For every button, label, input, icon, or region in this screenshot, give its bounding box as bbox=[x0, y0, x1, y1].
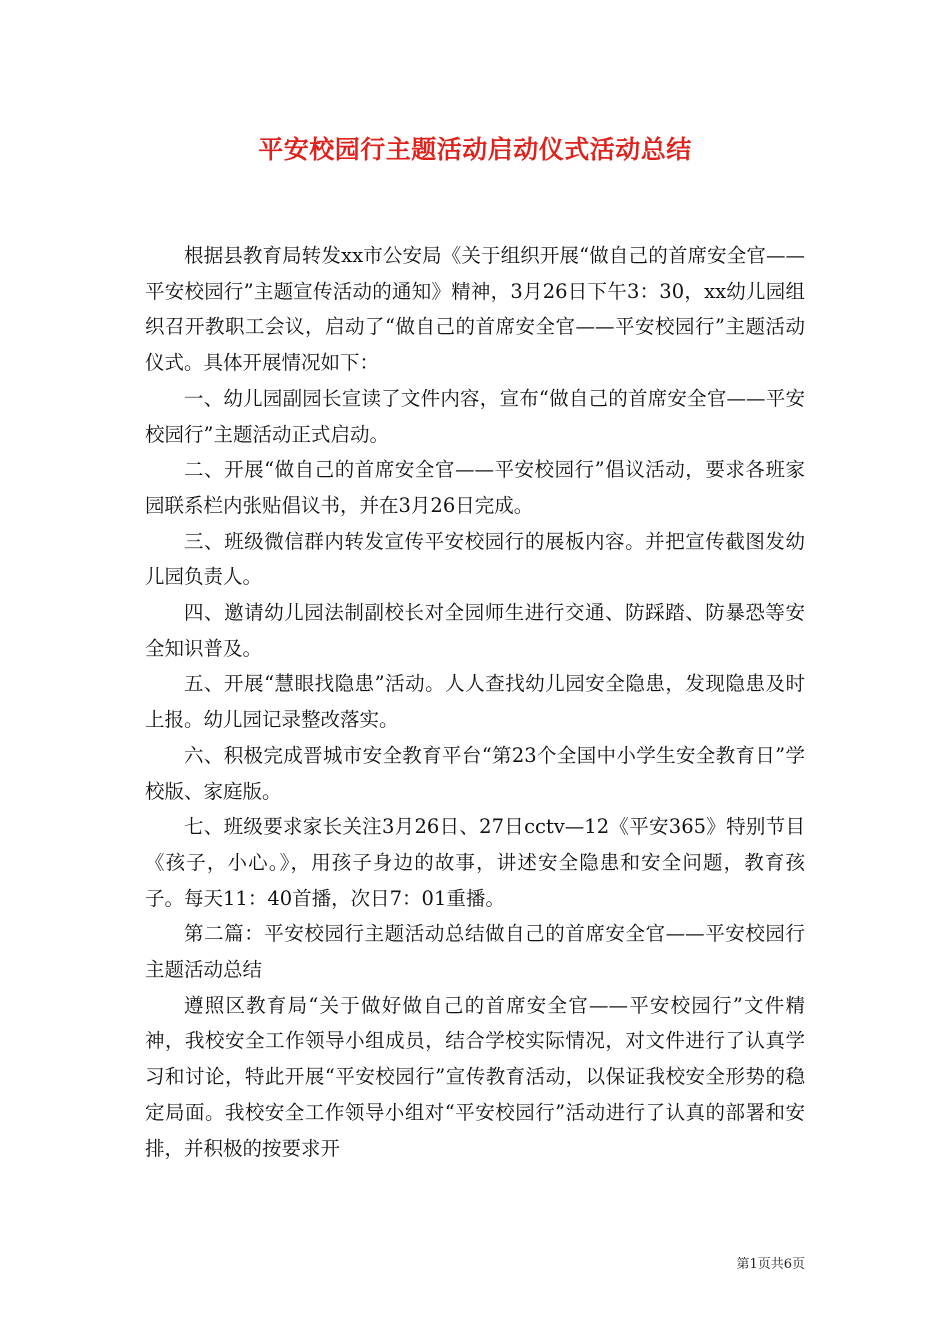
paragraph-item-5: 五、开展“慧眼找隐患”活动。人人查找幼儿园安全隐患，发现隐患及时上报。幼儿园记录整改落实。 bbox=[145, 672, 805, 732]
page-number-footer: 第1页共6页 bbox=[736, 1257, 805, 1272]
paragraph-intro: 根据县教育局转发xx市公安局《关于组织开展“做自己的首席安全官——平安校园行”主题宣传活动的通知》精神，3月26日下午3：30，xx幼儿园组织召开教职工会议，启动了“做自己的首席安全官——平安校园行”主题活动仪式。具体开展情况如下： bbox=[145, 244, 805, 375]
document-body bbox=[145, 238, 805, 1166]
document-title: 平安校园行主题活动启动仪式活动总结 bbox=[258, 135, 692, 164]
paragraph-item-4: 四、邀请幼儿园法制副校长对全园师生进行交通、防踩踏、防暴恐等安全知识普及。 bbox=[145, 601, 805, 660]
paragraph-second-article-heading: 第二篇：平安校园行主题活动总结做自己的首席安全官——平安校园行主题活动总结 bbox=[145, 922, 805, 982]
paragraph-item-2: 二、开展“做自己的首席安全官——平安校园行”倡议活动，要求各班家园联系栏内张贴倡议书，并在3月26日完成。 bbox=[145, 458, 805, 517]
paragraph-item-7: 七、班级要求家长关注3月26日、27日cctv—12《平安365》特别节目《孩子，小心。》，用孩子身边的故事，讲述安全隐患和安全问题，教育孩子。每天11：40首播，次日7：01重播。 bbox=[145, 815, 805, 910]
paragraph-second-article-body: 遵照区教育局“关于做好做自己的首席安全官——平安校园行”文件精神，我校安全工作领导小组成员，结合学校实际情况，对文件进行了认真学习和讨论，特此开展“平安校园行”宣传教育活动，以保证我校安全形势的稳定局面。我校安全工作领导小组对“平安校园行”活动进行了认真的部署和安排，并积极的按要求开 bbox=[145, 993, 805, 1160]
paragraph-item-3: 三、班级微信群内转发宣传平安校园行的展板内容。并把宣传截图发幼儿园负责人。 bbox=[145, 529, 805, 589]
paragraph-item-6: 六、积极完成晋城市安全教育平台“第23个全国中小学生安全教育日”学校版、家庭版。 bbox=[145, 743, 805, 803]
paragraph-item-1: 一、幼儿园副园长宣读了文件内容，宣布“做自己的首席安全官——平安校园行”主题活动正式启动。 bbox=[145, 386, 805, 446]
